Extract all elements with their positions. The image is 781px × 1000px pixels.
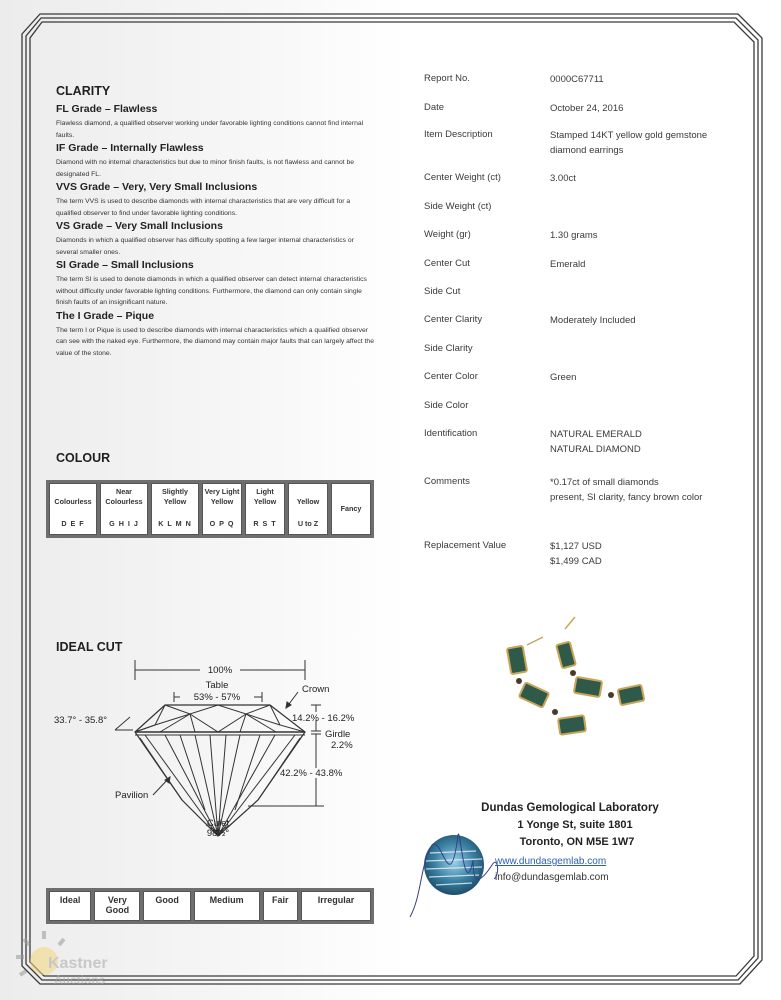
field-value-line: NATURAL EMERALD	[550, 429, 642, 440]
grade-vs	[56, 220, 386, 258]
colour-cell: Near Colourless G H I J	[100, 483, 148, 535]
field-value-line: present, SI clarity, fancy brown color	[550, 492, 703, 503]
lab-address-line1: 1 Yonge St, suite 1801	[517, 819, 633, 831]
pavilion-label: Pavilion	[115, 790, 149, 801]
table-label: Table	[205, 680, 229, 691]
grade-si	[56, 259, 386, 309]
field-value	[550, 257, 750, 272]
earrings-photo	[495, 615, 655, 745]
ideal-cut-heading: IDEAL CUT	[56, 640, 123, 654]
grade-title: SI Grade – Small Inclusions	[56, 259, 194, 271]
grade-fl	[56, 103, 386, 141]
grade-desc: Flawless diamond, a qualified observer working under favorable lighting conditions cannot find internal faults.	[56, 120, 364, 139]
crown-height-label: 14.2% - 16.2%	[292, 713, 355, 724]
field-label: Center Weight (ct)	[424, 172, 501, 183]
field-value-line: Stamped 14KT yellow gold gemstone	[550, 130, 708, 141]
field-label: Replacement Value	[424, 540, 507, 551]
field-value	[550, 539, 750, 569]
colour-scale-table	[46, 480, 374, 538]
field-value-line: diamond earrings	[550, 145, 624, 156]
colour-heading: COLOUR	[56, 451, 111, 465]
field-value	[550, 72, 750, 87]
auction-watermark	[10, 925, 120, 995]
lab-name: Dundas Gemological Laboratory	[481, 802, 659, 814]
field-value-line: Green	[550, 372, 577, 383]
watermark-line2: Auctions	[54, 973, 106, 987]
colour-cell: Yellow U to Z	[288, 483, 328, 535]
colour-cell: Colourless D E F	[49, 483, 97, 535]
field-label: Report No.	[424, 73, 470, 84]
field-value-line: 0000C67711	[550, 74, 604, 85]
field-value-line: October 24, 2016	[550, 103, 624, 114]
field-value-line: Emerald	[550, 259, 586, 270]
colour-cell: Very Light Yellow O P Q	[202, 483, 242, 535]
field-value-line: Moderately Included	[550, 315, 636, 326]
field-value	[550, 313, 750, 328]
grade-desc: The term VVS is used to describe diamonds with internal characteristics that are very difficult for a qualified observer to find under favorable lighting conditions.	[56, 198, 351, 217]
lab-info	[460, 802, 680, 848]
field-value	[550, 128, 750, 158]
field-value-line: $1,499 CAD	[550, 556, 602, 567]
field-value	[550, 370, 750, 385]
field-value	[550, 475, 750, 505]
field-value-line: 1.30 grams	[550, 230, 598, 241]
field-label: Center Color	[424, 371, 478, 382]
field-label: Center Clarity	[424, 314, 483, 325]
field-label: Item Description	[424, 129, 493, 140]
width-label: 100%	[207, 665, 233, 676]
colour-cell: Fancy	[331, 483, 371, 535]
girdle-value: 2.2%	[331, 740, 353, 751]
culet-value: 98½°	[206, 828, 230, 839]
cut-cell: Medium	[194, 891, 260, 921]
grade-title: VVS Grade – Very, Very Small Inclusions	[56, 181, 258, 193]
lab-website-link[interactable]: www.dundasgemlab.com	[495, 856, 607, 867]
grade-desc: Diamond with no internal characteristics but due to minor finish faults, is not flawless and cannot be designated FL.	[56, 159, 355, 178]
ideal-cut-diagram	[40, 630, 380, 840]
cut-cell: Ideal	[49, 891, 91, 921]
clarity-grades	[56, 103, 386, 359]
field-label: Side Weight (ct)	[424, 201, 492, 212]
field-value	[550, 228, 750, 243]
lab-address-line2: Toronto, ON M5E 1W7	[519, 836, 635, 848]
field-value-line: NATURAL DIAMOND	[550, 444, 641, 455]
field-label: Weight (gr)	[424, 229, 471, 240]
field-label: Identification	[424, 428, 478, 439]
culet-label: Culet	[206, 818, 230, 829]
field-value	[550, 427, 750, 457]
grade-title: FL Grade – Flawless	[56, 103, 158, 115]
grade-vvs	[56, 181, 386, 219]
grade-title: IF Grade – Internally Flawless	[56, 142, 204, 154]
clarity-heading: CLARITY	[56, 84, 111, 98]
grade-desc: The term I or Pique is used to describe diamonds with internal characteristics which a qualified observer can see with the naked eye. Furthermore, the diamond may contain major faults that can largely affect the value of the stone.	[56, 326, 374, 357]
field-value-line: $1,127 USD	[550, 541, 602, 552]
grade-desc: The term SI is used to denote diamonds in which a qualified observer can detect internal characteristics without difficulty under favorable lighting conditions. Furthermore, the diamond can only contain single finish faults of an insignificant nature.	[56, 276, 367, 306]
colour-cell: Slightly Yellow K L M N	[151, 483, 199, 535]
grade-if	[56, 142, 386, 180]
crown-label: Crown	[302, 684, 330, 695]
colour-cell: Light Yellow R S T	[245, 483, 285, 535]
field-value-line: 3.00ct	[550, 173, 576, 184]
field-label: Center Cut	[424, 258, 470, 269]
field-label: Side Color	[424, 400, 469, 411]
field-label: Date	[424, 102, 445, 113]
cut-cell: Irregular	[301, 891, 371, 921]
pavilion-depth-label: 42.2% - 43.8%	[280, 768, 343, 779]
grade-title: VS Grade – Very Small Inclusions	[56, 220, 223, 232]
field-label: Side Cut	[424, 286, 461, 297]
grade-desc: Diamonds in which a qualified observer has difficulty spotting a few larger internal characteristics or several smaller ones.	[56, 237, 354, 256]
girdle-label: Girdle	[325, 729, 351, 740]
cut-cell: Good	[143, 891, 191, 921]
grade-title: The I Grade – Pique	[56, 309, 155, 322]
grade-i	[56, 310, 386, 360]
field-label: Comments	[424, 476, 470, 487]
field-label: Side Clarity	[424, 343, 473, 354]
cut-cell: Very Good	[94, 891, 140, 921]
lab-email: info@dundasgemlab.com	[495, 872, 609, 883]
cut-scale-table	[46, 888, 374, 924]
watermark-line1: Kastner	[48, 955, 108, 972]
field-value	[550, 101, 750, 116]
field-value-line: *0.17ct of small diamonds	[550, 477, 659, 488]
cut-cell: Fair	[263, 891, 298, 921]
field-value	[550, 171, 750, 186]
crown-angle-label: 33.7° - 35.8°	[54, 715, 108, 726]
table-value: 53% - 57%	[193, 692, 241, 703]
